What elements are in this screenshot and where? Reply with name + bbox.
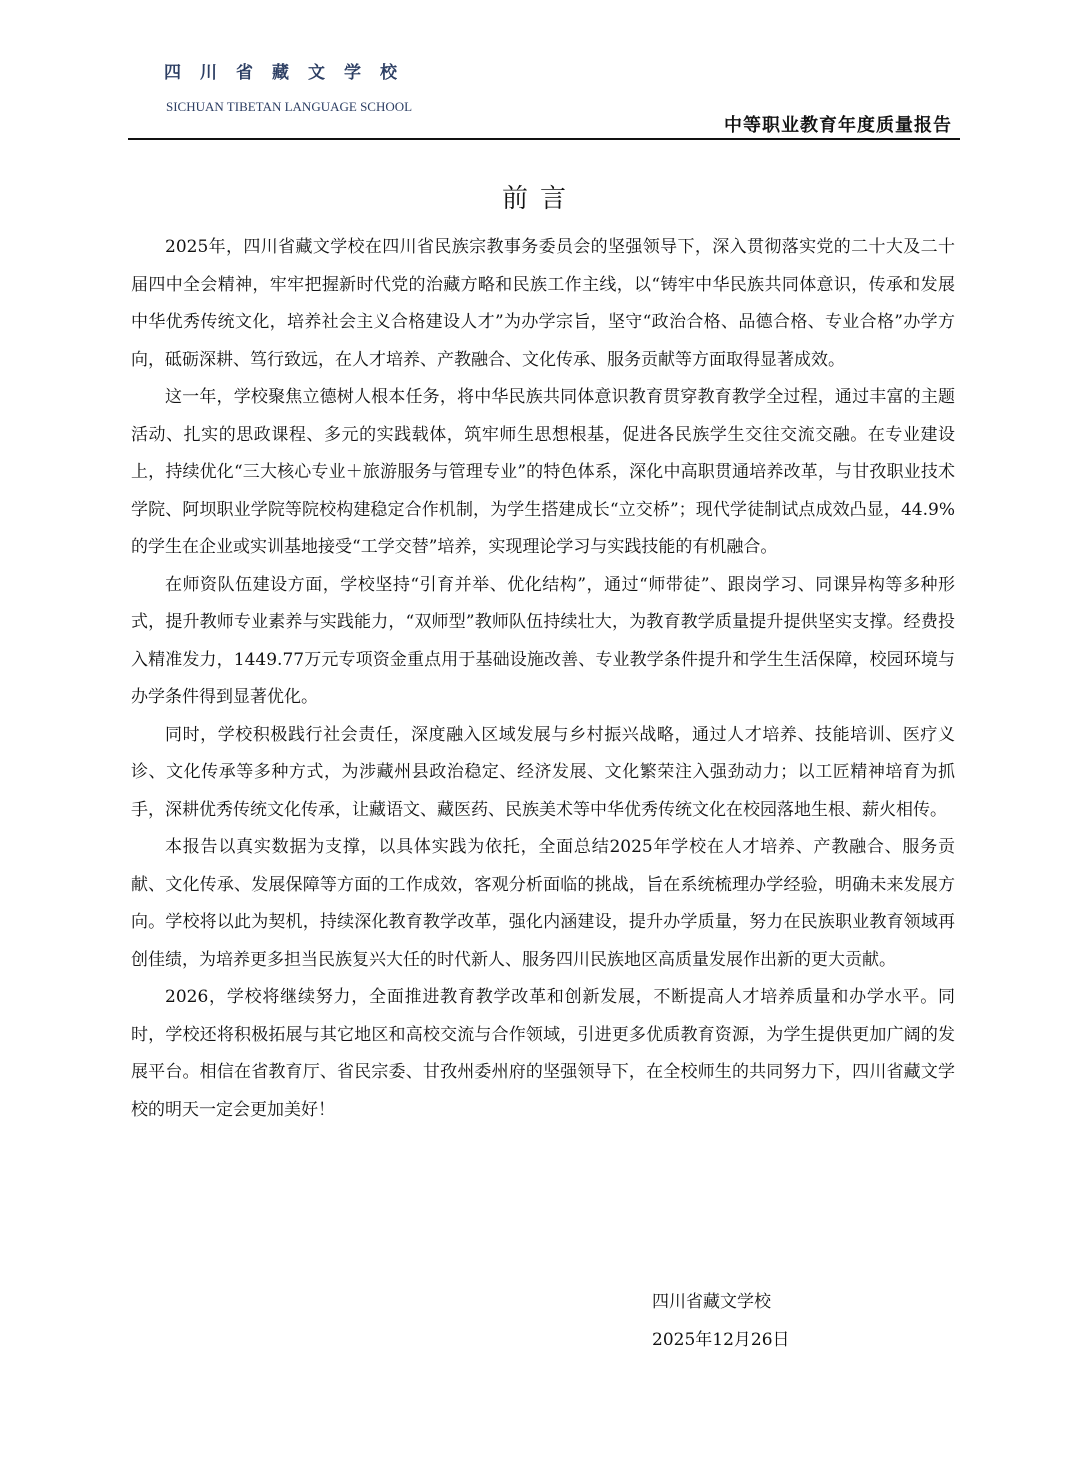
paragraph-6: 2026，学校将继续努力，全面推进教育教学改革和创新发展，不断提高人才培养质量和办学水平。同时，学校还将积极拓展与其它地区和高校交流与合作领域，引进更多优质教育资源，为学生提供更加广阔的发展平台。相信在省教育厅、省民宗委、甘孜州委州府的坚强领导下，在全校师生的共同努力下，四川省藏文学校的明天一定会更加美好！ (131, 987, 955, 1120)
paragraph-2: 这一年，学校聚焦立德树人根本任务，将中华民族共同体意识教育贯穿教育教学全过程，通过丰富的主题活动、扎实的思政课程、多元的实践载体，筑牢师生思想根基，促进各民族学生交往交流交融。在专业建设上，持续优化“三大核心专业＋旅游服务与管理专业”的特色体系，深化中高职贯通培养改革，与甘孜职业技术学院、阿坝职业学院等院校构建稳定合作机制，为学生搭建成长“立交桥”；现代学徒制试点成效凸显，44.9%的学生在企业或实训基地接受“工学交替”培养，实现理论学习与实践技能的有机融合。 (131, 387, 955, 557)
paragraph-3: 在师资队伍建设方面，学校坚持“引育并举、优化结构”，通过“师带徒”、跟岗学习、同课异构等多种形式，提升教师专业素养与实践能力，“双师型”教师队伍持续壮大，为教育教学质量提升提供坚实支撑。经费投入精准发力，1449.77万元专项资金重点用于基础设施改善、专业教学条件提升和学生生活保障，校园环境与办学条件得到显著优化。 (131, 574, 955, 707)
preface-body (131, 229, 955, 1129)
signature-block (652, 1284, 790, 1359)
paragraph-5: 本报告以真实数据为支撑，以具体实践为依托，全面总结2025年学校在人才培养、产教融合、服务贡献、文化传承、发展保障等方面的工作成效，客观分析面临的挑战，旨在系统梳理办学经验，明确未来发展方向。学校将以此为契机，持续深化教育教学改革，强化内涵建设，提升办学质量，努力在民族职业教育领域再创佳绩，为培养更多担当民族复兴大任的时代新人、服务四川民族地区高质量发展作出新的更大贡献。 (131, 837, 955, 970)
page-header (128, 0, 960, 142)
paragraph-4: 同时，学校积极践行社会责任，深度融入区域发展与乡村振兴战略，通过人才培养、技能培训、医疗义诊、文化传承等多种方式，为涉藏州县政治稳定、经济发展、文化繁荣注入强劲动力；以工匠精神培育为抓手，深耕优秀传统文化传承，让藏语文、藏医药、民族美术等中华优秀传统文化在校园落地生根、薪火相传。 (131, 724, 955, 820)
school-name-en: SICHUAN TIBETAN LANGUAGE SCHOOL (166, 99, 413, 114)
school-name-cn: 四川省藏文学校 (164, 63, 416, 83)
signature-organization: 四川省藏文学校 (652, 1292, 771, 1312)
page-title: 前言 (501, 184, 578, 214)
header-divider (128, 138, 960, 140)
report-title: 中等职业教育年度质量报告 (724, 115, 952, 136)
paragraph-1: 2025年，四川省藏文学校在四川省民族宗教事务委员会的坚强领导下，深入贯彻落实党的二十大及二十届四中全会精神，牢牢把握新时代党的治藏方略和民族工作主线，以“铸牢中华民族共同体意识，传承和发展中华优秀传统文化，培养社会主义合格建设人才”为办学宗旨，坚守“政治合格、品德合格、专业合格”办学方向，砥砺深耕、笃行致远，在人才培养、产教融合、文化传承、服务贡献等方面取得显著成效。 (131, 237, 955, 370)
signature-date: 2025年12月26日 (652, 1329, 790, 1350)
